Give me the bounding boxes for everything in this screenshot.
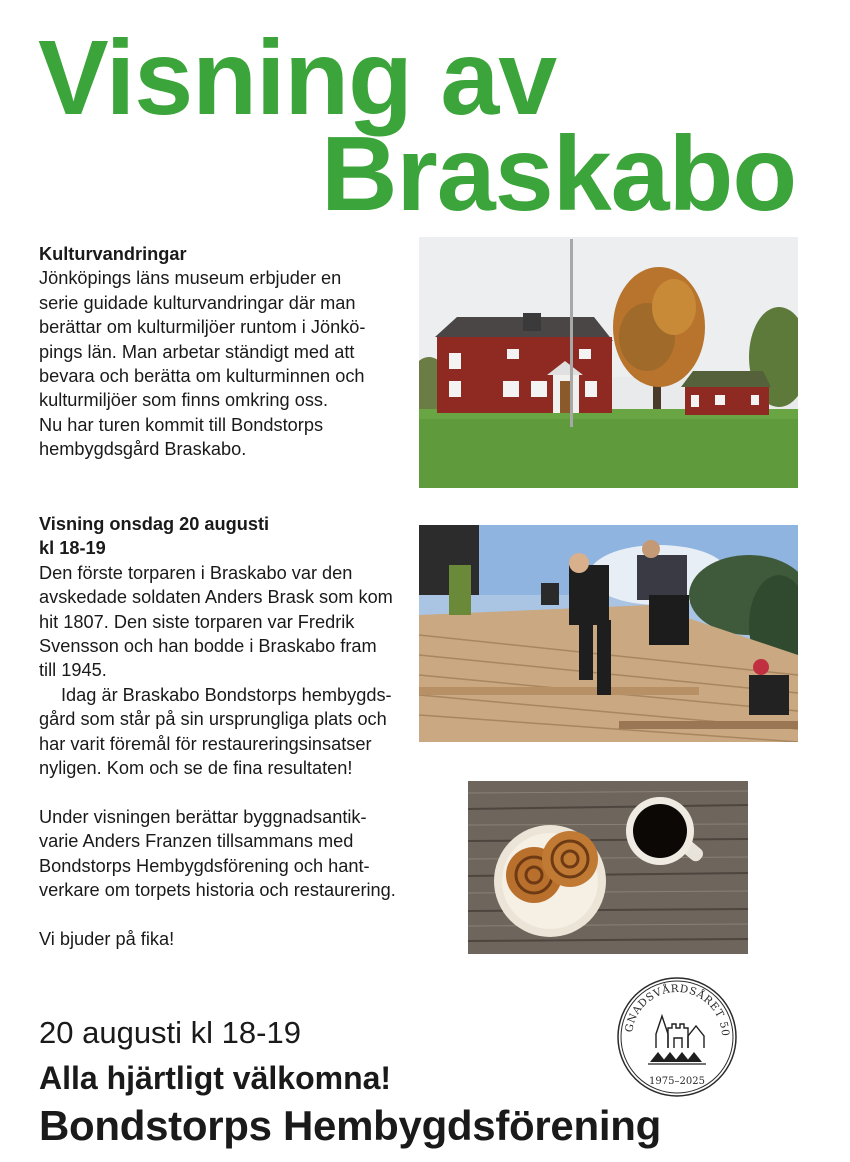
section-heading: Kulturvandringar [39,244,187,264]
organization-name: Bondstorps Hembygdsförening [39,1102,661,1149]
page-title [38,19,818,233]
body-line: nyligen. Kom och se de fina resultaten! [39,758,353,779]
title-line-1: Visning av [38,19,557,137]
body-line: avskedade soldaten Anders Brask som kom [39,587,393,608]
photo-braskabo-houses [419,237,798,488]
body-line: Bondstorps Hembygdsförening och hant- [39,855,370,876]
body-line: Jönköpings läns museum erbjuder en [39,268,342,289]
welcome-text: Alla hjärtligt välkomna! [39,1060,392,1096]
body-line: serie guidade kulturvandringar där man [39,292,356,313]
body-line: bevara och berätta om kulturminnen och [39,366,365,387]
body-line: berättar om kulturmiljöer runtom i Jönkö- [39,317,366,338]
body-line: till 1945. [39,660,107,681]
body-line: verkare om torpets historia och restaurering. [39,880,396,901]
event-date: 20 augusti kl 18-19 [39,1015,301,1050]
photo-roof-restoration [419,525,798,742]
section-heading-time: kl 18-19 [39,538,106,559]
section-heading: Visning onsdag 20 augusti [39,514,270,534]
stamp-arc-text: GNADSVÅRDSÅRET 50 [623,982,732,1038]
body-line: Idag är Braskabo Bondstorps hembygds- [61,684,392,705]
section-kulturvandringar [39,242,409,462]
byggnadsvardsaret-stamp [616,976,738,1098]
title-line-2: Braskabo [321,115,797,233]
body-line: Den förste torparen i Braskabo var den [39,562,353,583]
section-guide [39,805,439,951]
fika-line: Vi bjuder på fika! [39,928,175,949]
body-line: Svensson och han bodde i Braskabo fram [39,636,377,657]
stamp-years: 1975–2025 [649,1076,705,1087]
body-line: hembygdsgård Braskabo. [39,439,247,460]
body-line: hit 1807. Den siste torparen var Fredrik [39,611,355,632]
body-line: Under visningen berättar byggnadsantik- [39,807,367,827]
body-line: har varit föremål för restaureringsinsatser [39,733,372,754]
photo-fika [468,781,748,954]
body-line: pings län. Man arbetar ständigt med att [39,341,355,362]
body-line: varie Anders Franzen tillsammans med [39,831,354,852]
body-line: Nu har turen kommit till Bondstorps [39,414,324,435]
body-line: gård som står på sin ursprungliga plats och [39,709,387,730]
section-visning [39,512,419,780]
body-line: kulturmiljöer som finns omkring oss. [39,390,329,411]
